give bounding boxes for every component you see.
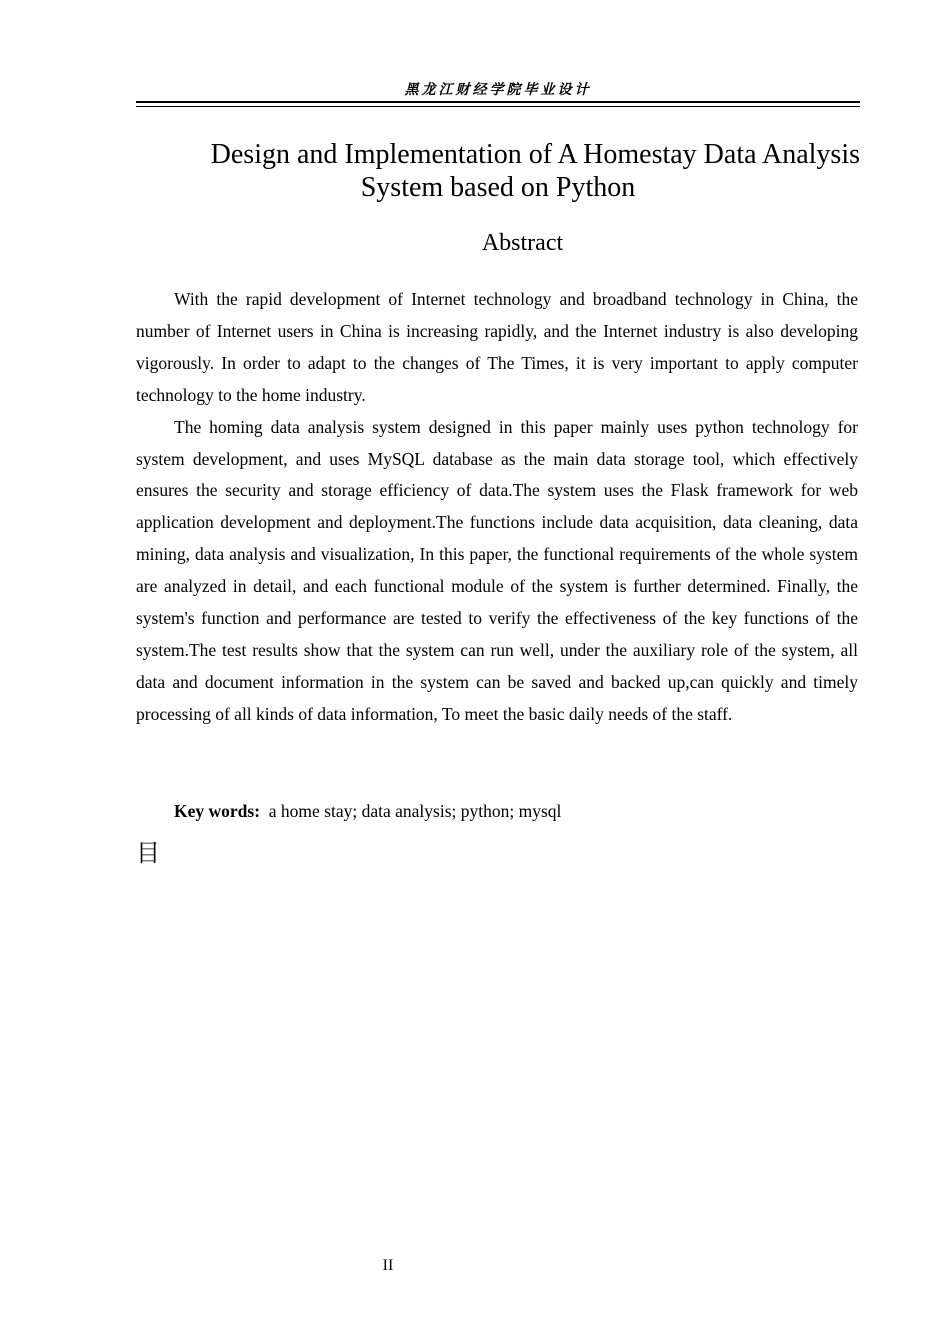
page-number: II: [382, 1257, 394, 1274]
header-rule-thick: [136, 101, 860, 103]
header-rule-thin: [136, 106, 860, 107]
toc-heading-partial: 目: [136, 839, 160, 867]
page-header: [136, 80, 860, 100]
keywords-label: Key words:: [174, 801, 261, 821]
abstract-paragraph-1: With the rapid development of Internet technology and broadband technology in China, the number of Internet users in China is increasing rapidly, and the Internet industry is also developing vigorously. In order to adapt to the changes of The Times, it is very important to apply computer technology to the home industry.: [136, 289, 858, 405]
abstract-heading: Abstract: [481, 230, 564, 256]
title-line-1: Design and Implementation of A Homestay Data Analysis: [210, 139, 860, 170]
keywords-value: a home stay; data analysis; python; mysql: [268, 801, 562, 821]
document-title: [136, 138, 860, 204]
abstract-body: [136, 284, 858, 731]
keywords-line: [136, 795, 858, 827]
header-institution: 黑龙江财经学院毕业设计: [404, 82, 592, 98]
title-line-2: System based on Python: [360, 172, 636, 203]
abstract-paragraph-2: The homing data analysis system designed in this paper mainly uses python technology for system development, and uses MySQL database as the main data storage tool, which effectively ensures the security and storage efficiency of data.The system uses the Flask framework for web application development and deployment.The functions include data acquisition, data cleaning, data mining, data analysis and visualization, In this paper, the functional requirements of the whole system are analyzed in detail, and each functional module of the system is further determined. Finally, the system's function and performance are tested to verify the effectiveness of the key functions of the system.The test results show that the system can run well, under the auxiliary role of the system, all data and document information in the system can be saved and backed up,can quickly and timely processing of all kinds of data information, To meet the basic daily needs of the staff.: [136, 416, 858, 724]
